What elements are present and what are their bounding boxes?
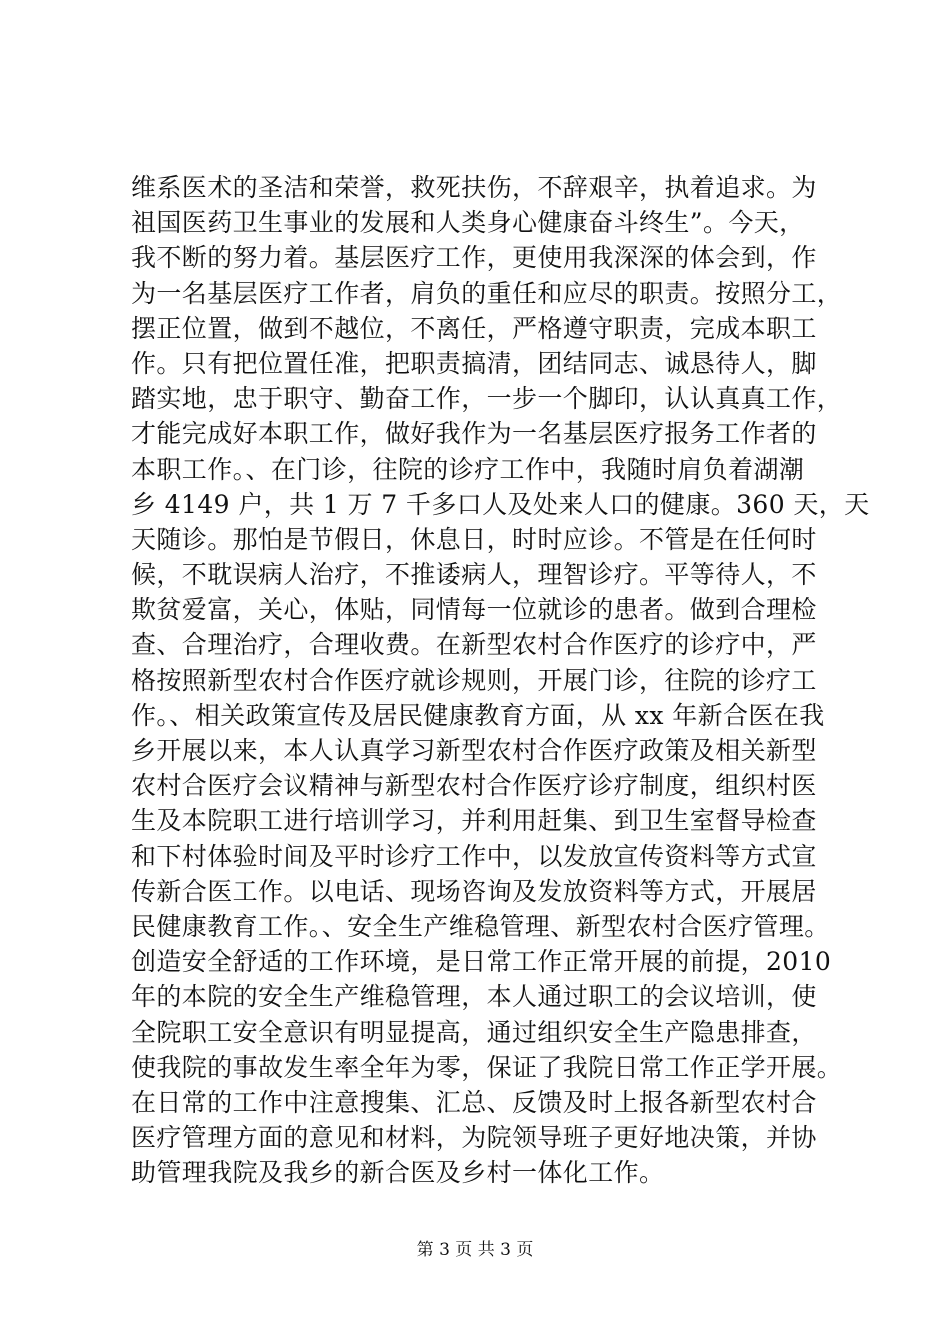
page-number-label: 第 3 页 共 3 页	[416, 1240, 534, 1260]
text-line: 查、合理治疗，合理收费。在新型农村合作医疗的诊疗中，严	[131, 630, 817, 660]
text-line: 维系医术的圣洁和荣誉，救死扶伤，不辞艰辛，执着追求。为	[131, 173, 817, 202]
text-line: 使我院的事故发生率全年为零，保证了我院日常工作正学开展。	[131, 1052, 843, 1082]
text-line: 全院职工安全意识有明显提高，通过组织安全生产隐患排查，	[131, 1017, 817, 1047]
text-line: 传新合医工作。以电话、现场咨询及发放资料等方式，开展居	[131, 876, 817, 906]
text-line: 格按照新型农村合作医疗就诊规则，开展门诊，往院的诊疗工	[131, 665, 817, 695]
text-line: 天随诊。那怕是节假日，休息日，时时应诊。不管是在任何时	[131, 524, 817, 554]
text-line: 医疗管理方面的意见和材料，为院领导班子更好地决策，并协	[131, 1123, 817, 1153]
text-line: 民健康教育工作。、安全生产维稳管理、新型农村合医疗管理。	[131, 911, 830, 941]
text-line: 农村合医疗会议精神与新型农村合作医疗诊疗制度，组织村医	[131, 771, 817, 801]
text-line: 作。、相关政策宣传及居民健康教育方面，从 xx 年新合医在我	[131, 700, 825, 730]
text-line: 摆正位置，做到不越位，不离任，严格遵守职责，完成本职工	[131, 313, 817, 343]
text-line: 欺贫爱富，关心，体贴，同情每一位就诊的患者。做到合理检	[131, 595, 817, 625]
text-line: 我不断的努力着。基层医疗工作，更使用我深深的体会到，作	[131, 243, 817, 273]
text-line: 创造安全舒适的工作环境，是日常工作正常开展的前提，2010	[131, 947, 832, 977]
text-line: 助管理我院及我乡的新合医及乡村一体化工作。	[131, 1158, 665, 1188]
text-line: 踏实地，忠于职守、勤奋工作，一步一个脚印，认认真真工作，	[131, 384, 843, 414]
text-line: 才能完成好本职工作，做好我作为一名基层医疗报务工作者的	[131, 419, 817, 449]
page-footer	[0, 1238, 950, 1262]
text-line: 在日常的工作中注意搜集、汇总、反馈及时上报各新型农村合	[131, 1087, 817, 1117]
text-line: 乡开展以来，本人认真学习新型农村合作医疗政策及相关新型	[131, 736, 817, 765]
text-line: 候，不耽误病人治疗，不推诿病人，理智诊疗。平等待人，不	[131, 560, 817, 590]
text-line: 为一名基层医疗工作者，肩负的重任和应尽的职责。按照分工，	[131, 278, 843, 308]
text-line: 本职工作。、在门诊，往院的诊疗工作中，我随时肩负着湖潮	[131, 454, 805, 484]
text-line: 生及本院职工进行培训学习，并利用赶集、到卫生室督导检查	[131, 806, 817, 836]
text-line: 和下村体验时间及平时诊疗工作中，以发放宣传资料等方式宣	[131, 841, 817, 871]
text-line: 祖国医药卫生事业的发展和人类身心健康奋斗终生”。今天，	[131, 208, 805, 238]
text-line: 作。只有把位置任准，把职责搞清，团结同志、诚恳待人，脚	[131, 348, 817, 378]
text-line: 乡 4149 户，共 1 万 7 千多口人及处来人口的健康。360 天，天	[131, 489, 870, 519]
text-line: 年的本院的安全生产维稳管理，本人通过职工的会议培训，使	[131, 982, 817, 1012]
body-paragraph	[131, 170, 870, 1190]
